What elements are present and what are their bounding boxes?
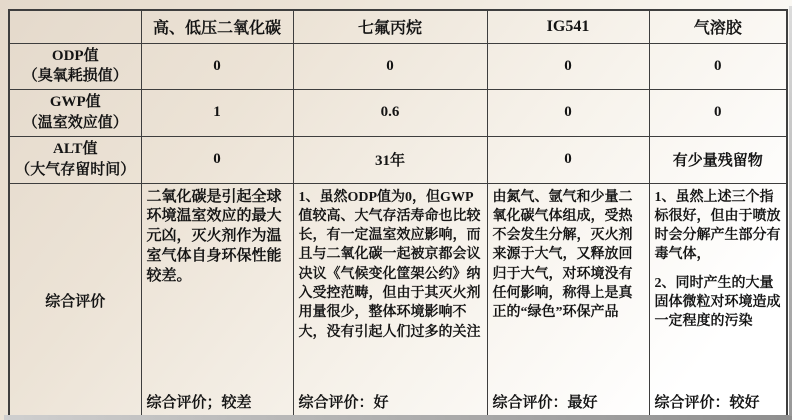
gwp-value-aerosol: 0 [649, 89, 787, 136]
column-header-ig541: IG541 [487, 10, 649, 43]
odp-value-co2: 0 [141, 43, 293, 89]
gwp-label-line2: （温室效应值） [22, 114, 128, 131]
column-header-co2: 高、低压二氧化碳 [141, 10, 293, 43]
summary-cell-hfc227 [293, 183, 487, 419]
row-summary [9, 183, 787, 419]
summary-text-hfc227: 1、虽然ODP值为0，但GWP值较高、大气存活寿命也比较长，有一定温室效应影响，而且与二氧化碳一起被京都会议决议《气候变化筐架公约》纳入受控范畴，但由于其灭火剂用量很少，整体环境影响不大，没有引起人们过多的关注 [298, 189, 481, 340]
alt-value-ig541: 0 [487, 136, 649, 183]
odp-value-hfc227: 0 [293, 43, 487, 89]
alt-label-line2: （大气存留时间） [15, 161, 136, 178]
summary-row-label: 综合评价 [9, 183, 141, 419]
gwp-label-line1: GWP值 [49, 94, 101, 111]
page-shadow-bottom [4, 415, 792, 420]
column-header-hfc227: 七氟丙烷 [293, 10, 487, 43]
verdict-aerosol: 综合评价：较好 [654, 394, 760, 411]
alt-row-label [9, 136, 141, 183]
summary-text-aerosol-1: 1、虽然上述三个指标很好，但由于喷放时会分解产生部分有毒气体， [654, 189, 781, 263]
column-header-aerosol: 气溶胶 [649, 10, 787, 43]
summary-cell-aerosol [649, 183, 787, 419]
gwp-value-ig541: 0 [487, 89, 649, 136]
alt-value-co2: 0 [141, 136, 293, 183]
verdict-co2: 综合评价；较差 [146, 394, 252, 411]
alt-value-aerosol: 有少量残留物 [649, 136, 787, 183]
row-odp [9, 43, 787, 89]
gwp-value-co2: 1 [141, 89, 293, 136]
row-gwp [9, 89, 787, 136]
summary-text-ig541: 由氮气、氩气和少量二氧化碳气体组成，受热不会发生分解，灭火剂来源于大气，又释放回归于大气，对环境没有任何影响，称得上是真正的“绿色”环保产品 [492, 189, 633, 321]
summary-text-aerosol-2: 2、同时产生的大量固体微粒对环境造成一定程度的污染 [654, 275, 781, 330]
verdict-ig541: 综合评价：最好 [492, 394, 598, 411]
alt-label-line1: ALT值 [53, 141, 98, 158]
agent-comparison-table [8, 9, 788, 420]
verdict-hfc227: 综合评价：好 [298, 394, 389, 411]
summary-text-co2: 二氧化碳是引起全球环境温室效应的最大元凶，灭火剂作为温室气体自身环保性能较差。 [146, 188, 282, 284]
odp-label-line1: ODP值 [51, 47, 99, 64]
corner-cell [9, 10, 141, 43]
summary-cell-co2 [141, 183, 293, 419]
gwp-value-hfc227: 0.6 [293, 89, 487, 136]
odp-row-label [9, 43, 141, 89]
odp-value-aerosol: 0 [649, 43, 787, 89]
header-row [9, 10, 787, 43]
row-alt [9, 136, 787, 183]
odp-label-line2: （臭氧耗损值） [22, 68, 128, 84]
summary-cell-ig541 [487, 183, 649, 419]
gwp-row-label [9, 89, 141, 136]
odp-value-ig541: 0 [487, 43, 649, 89]
alt-value-hfc227: 31年 [293, 136, 487, 183]
